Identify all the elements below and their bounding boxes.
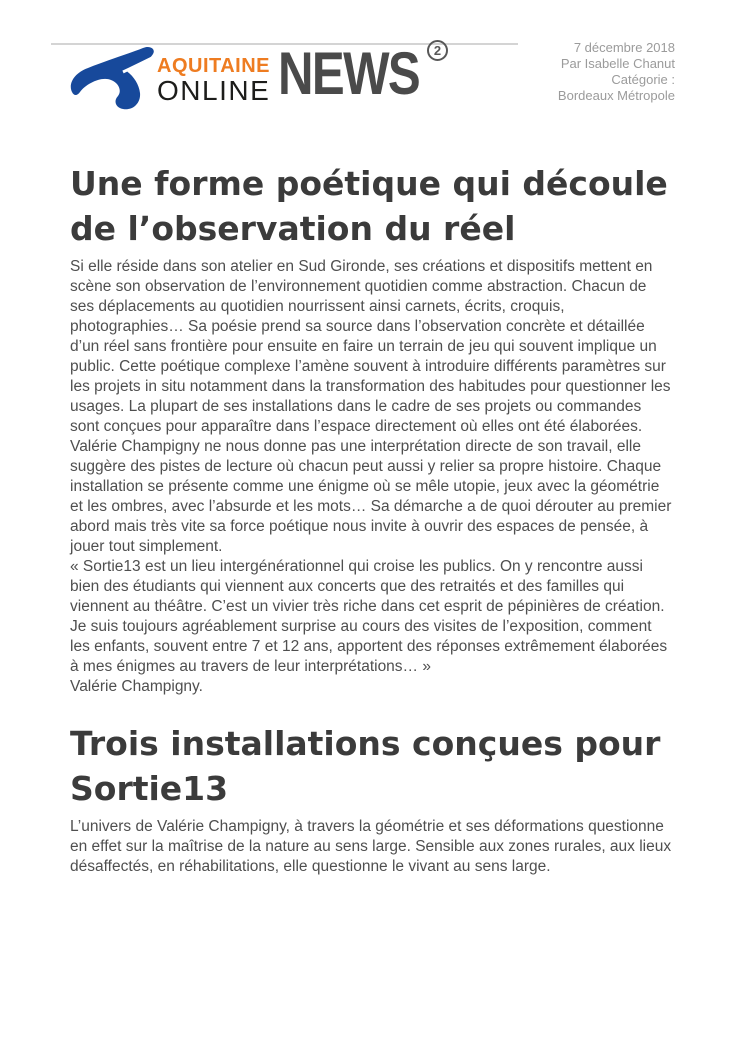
masthead-news-title: NEWS — [278, 40, 420, 107]
article-date: 7 décembre 2018 — [573, 40, 675, 55]
section1-heading: Une forme poétique qui découle de l’observation du réel — [70, 164, 668, 248]
section2-paragraphs — [70, 817, 674, 877]
paragraph: Si elle réside dans son atelier en Sud Gironde, ses créations et dispositifs mettent en scène son observation de l’environnement quotidien comme abstraction. Chacun de ses déplacements au quotidien nourrissent ainsi carnets, écrits, croquis, photographies… Sa poésie prend sa source dans l’observation concrète et détaillée d’un réel sans frontière pour ensuite en faire un terrain de jeu qui souvent implique un public. Cette poétique complexe l’amène souvent à introduire différents paramètres sur les projets in situ notamment dans la transformation des habitudes pour questionner les usages. La plupart de ses installations dans le cadre de ses projets ou commandes sont conçues pour apparaître dans l’espace directement où elles ont été élaborées. — [70, 258, 671, 435]
paragraph: Valérie Champigny ne nous donne pas une interprétation directe de son travail, elle suggère des pistes de lecture où chacun peut aussi y relier sa propre histoire. Chaque installation se présente comme une énigme où se mêle utopie, jeux avec la géométrie et les ombres, avec l’absurde et les mots… Sa démarche a de quoi dérouter au premier abord mais très vite sa force poétique nous invite à ouvrir des espaces de pensée, à jouer tout simplement. — [70, 438, 672, 555]
section1-paragraphs — [70, 257, 674, 697]
article-byline: Par Isabelle Chanut — [560, 56, 675, 71]
section2-heading: Trois installations conçues pour Sortie13 — [70, 724, 661, 808]
paragraph-attribution: Valérie Champigny. — [70, 678, 203, 695]
article-category-label: Catégorie : — [611, 72, 675, 87]
article-meta — [558, 40, 675, 104]
brand-wordmark — [157, 55, 270, 105]
article-body — [70, 161, 674, 877]
masthead-circled-2-icon: 2 — [427, 40, 448, 61]
paragraph: L’univers de Valérie Champigny, à travers la géométrie et ses déformations questionne en effet sur la maîtrise de la nature au sens large. Sensible aux zones rurales, aux lieux désaffectés, en réhabilitations, elle questionne le vivant au sens large. — [70, 818, 672, 875]
aquitaine-wave-logo-icon — [67, 46, 157, 110]
article-category-value: Bordeaux Métropole — [557, 88, 675, 103]
brand-online-label: ONLINE — [157, 75, 271, 106]
paragraph-quote: « Sortie13 est un lieu intergénérationnel qui croise les publics. On y rencontre aussi bien des étudiants qui viennent aux concerts que des retraités et des familles qui viennent au théâtre. C’est un vivier très riche dans cet esprit de pépinières de création. Je suis toujours agréablement surprise au cours des visites de l’exposition, comment les enfants, souvent entre 7 et 12 ans, apportent des réponses extrêmement élaborées à mes énigmes au travers de leur interprétations… » — [70, 558, 668, 675]
brand-aquitaine-label: AQUITAINE — [157, 55, 271, 77]
